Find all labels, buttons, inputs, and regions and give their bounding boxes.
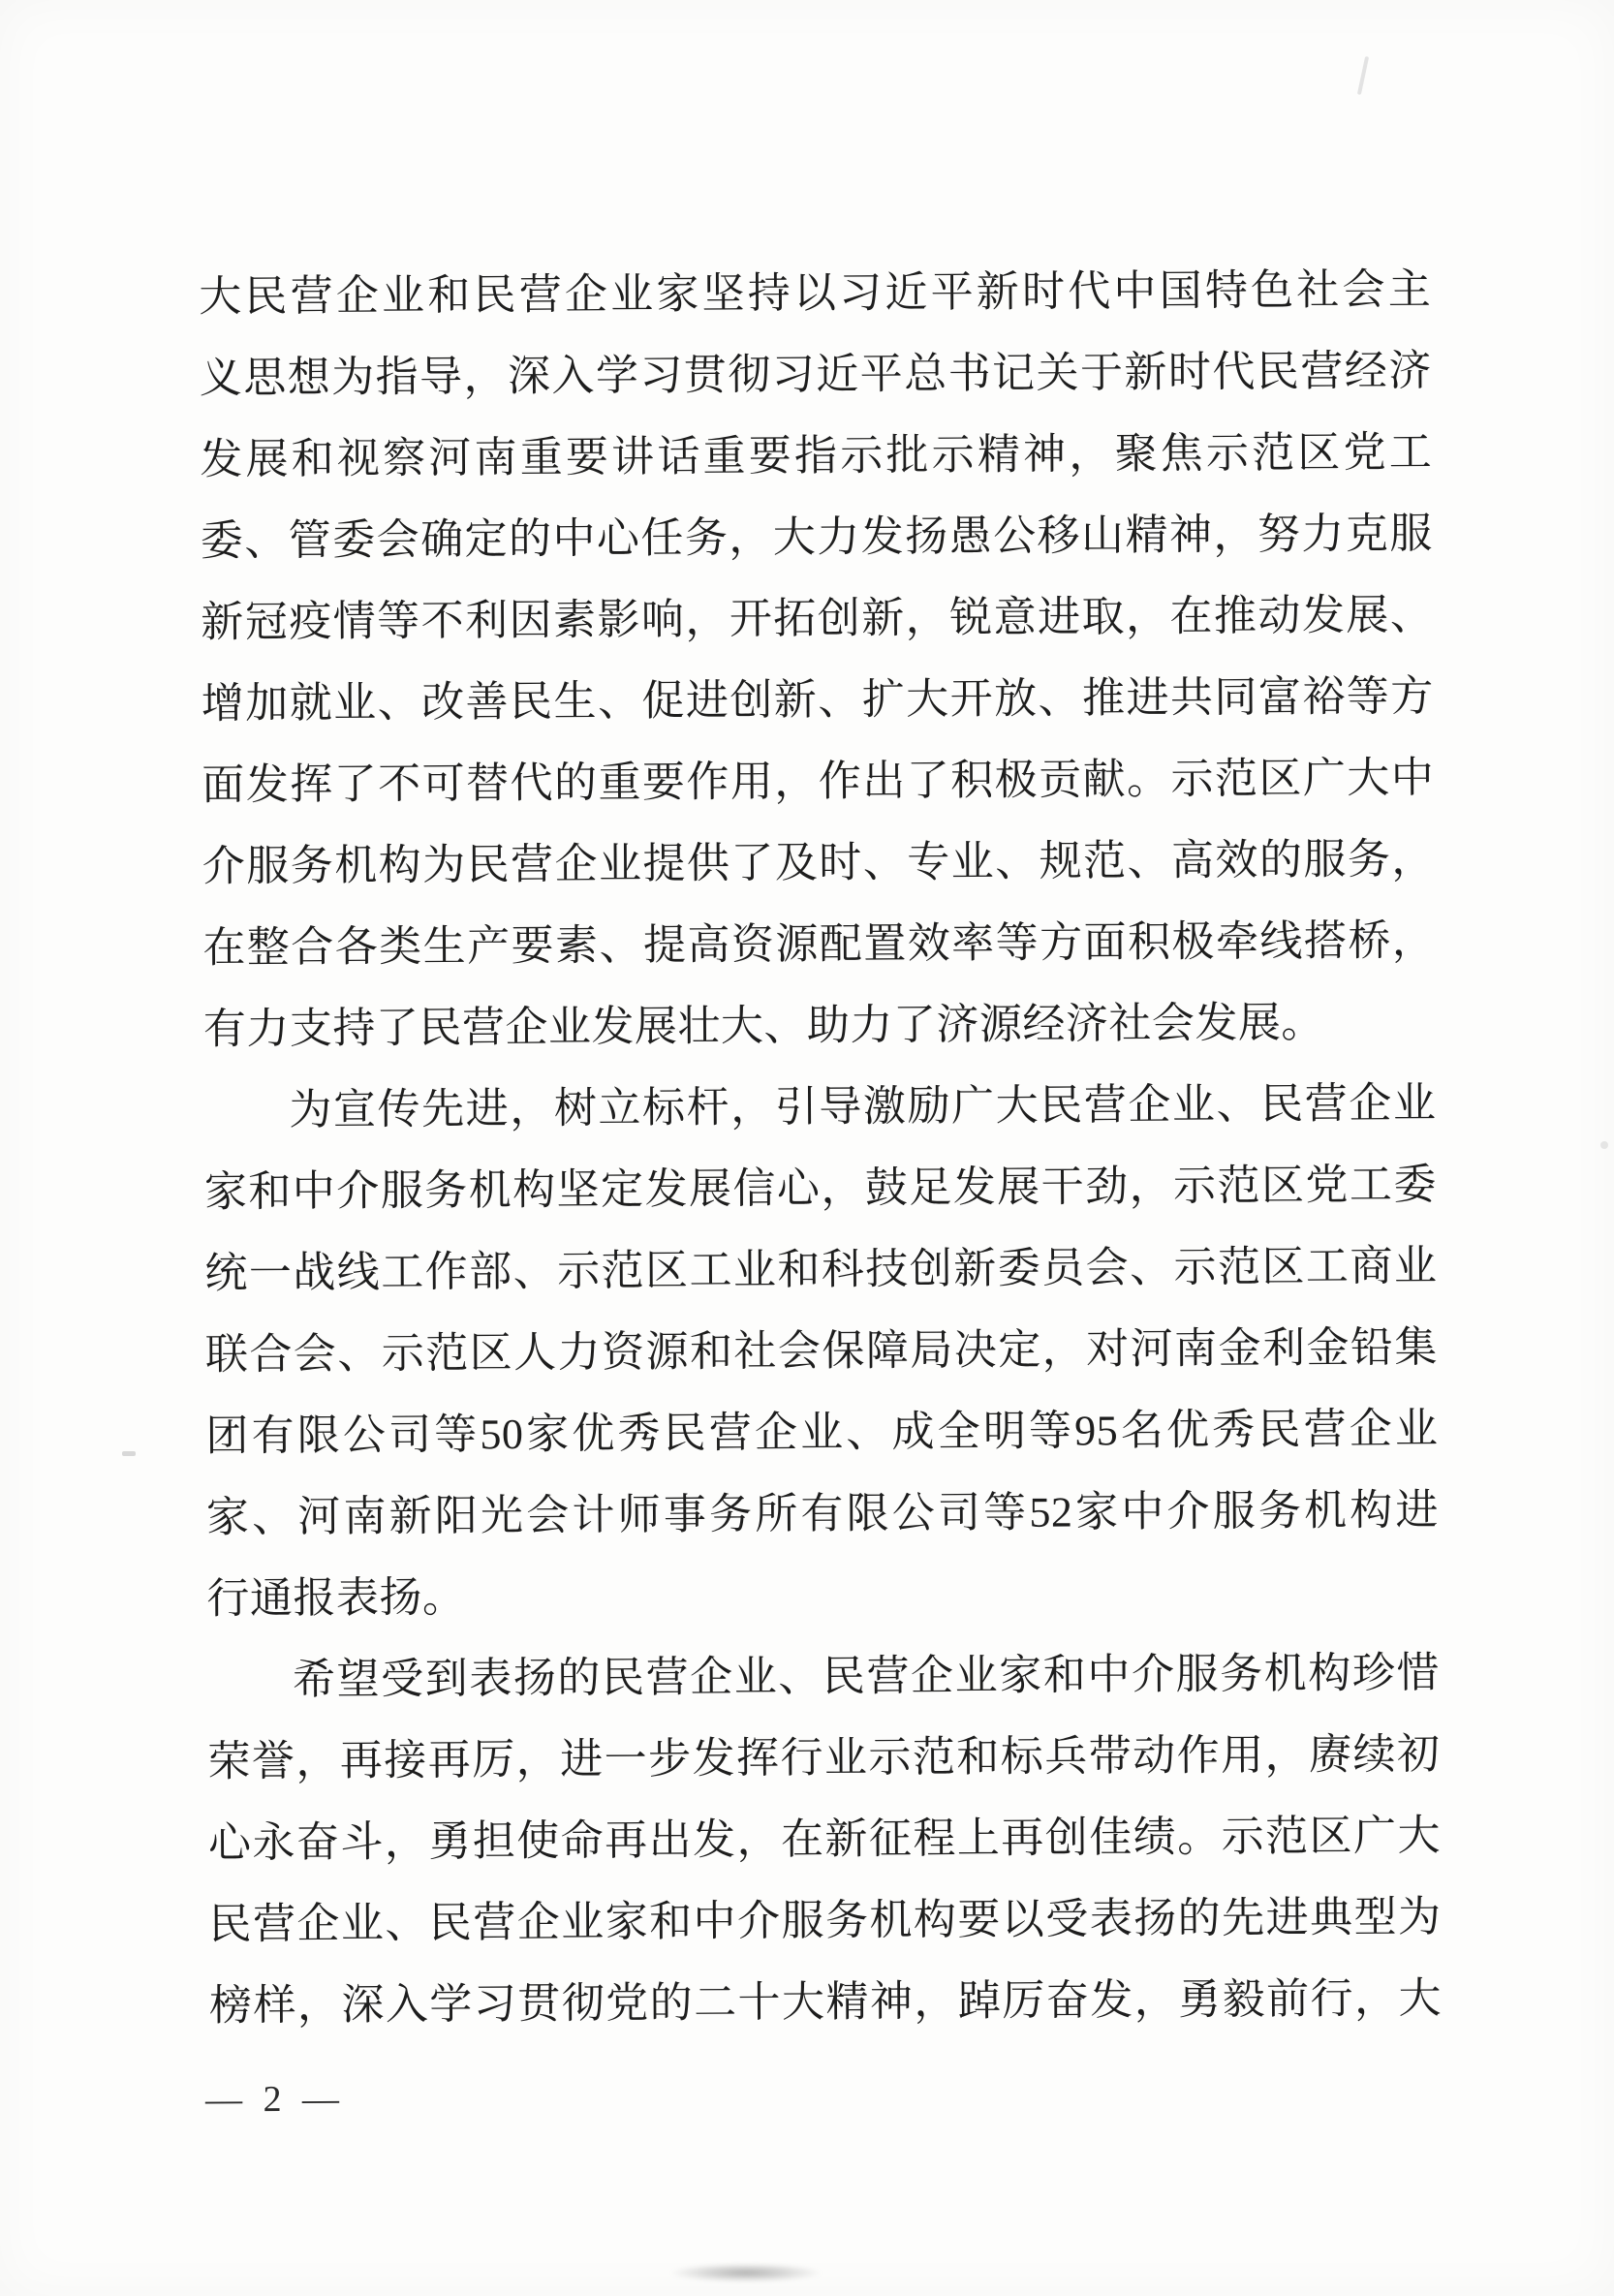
- text-line: 面发挥了不可替代的重要作用，作出了积极贡献。示范区广大中: [202, 754, 1435, 809]
- text-line: 团有限公司等50家优秀民营企业、成全明等95名优秀民营企业: [205, 1405, 1439, 1460]
- text-line: 荣誉，再接再厉，进一步发挥行业示范和标兵带动作用，赓续初: [207, 1730, 1441, 1785]
- text-line: 为宣传先进，树立标杆，引导激励广大民营企业、民营企业: [289, 1079, 1437, 1134]
- text-line: 榜样，深入学习贯彻党的二十大精神，踔厉奋发，勇毅前行，大: [208, 1974, 1443, 2030]
- text-line: 委、管委会确定的中心任务，大力发扬愚公移山精神，努力克服: [200, 510, 1433, 565]
- text-line: 民营企业、民营企业家和中介服务机构要以受表扬的先进典型为: [208, 1893, 1442, 1948]
- document-text-block: [199, 249, 1442, 2047]
- scan-artifact: [1357, 56, 1369, 95]
- text-line: 家和中介服务机构坚定发展信心，鼓足发展干劲，示范区党工委: [203, 1161, 1438, 1216]
- text-line: 联合会、示范区人力资源和社会保障局决定，对河南金利金铅集: [204, 1323, 1439, 1379]
- text-line: 心永奋斗，勇担使命再出发，在新征程上再创佳绩。示范区广大: [207, 1812, 1442, 1867]
- page-number: — 2 —: [204, 2078, 346, 2121]
- text-line: 在整合各类生产要素、提高资源配置效率等方面积极牵线搭桥，: [202, 916, 1436, 972]
- text-line: 统一战线工作部、示范区工业和科技创新委员会、示范区工商业: [204, 1242, 1438, 1297]
- scan-artifact: [668, 2263, 823, 2282]
- scan-artifact: [122, 1451, 136, 1456]
- text-line: 增加就业、改善民生、促进创新、扩大开放、推进共同富裕等方: [201, 672, 1434, 728]
- text-line: 希望受到表扬的民营企业、民营企业家和中介服务机构珍惜: [292, 1649, 1441, 1704]
- text-line: 义思想为指导，深入学习贯彻习近平总书记关于新时代民营经济: [199, 347, 1432, 402]
- text-line: 发展和视察河南重要讲话重要指示批示精神，聚焦示范区党工: [200, 428, 1433, 483]
- text-line: 有力支持了民营企业发展壮大、助力了济源经济社会发展。: [202, 998, 1324, 1053]
- text-line: 介服务机构为民营企业提供了及时、专业、规范、高效的服务，: [202, 835, 1435, 890]
- text-line: 家、河南新阳光会计师事务所有限公司等52家中介服务机构进: [205, 1486, 1440, 1541]
- text-line: 大民营企业和民营企业家坚持以习近平新时代中国特色社会主: [199, 265, 1432, 321]
- text-line: 行通报表扬。: [206, 1573, 466, 1623]
- scan-artifact: [1600, 1141, 1608, 1149]
- text-line: 新冠疫情等不利因素影响，开拓创新，锐意进取，在推动发展、: [201, 591, 1434, 646]
